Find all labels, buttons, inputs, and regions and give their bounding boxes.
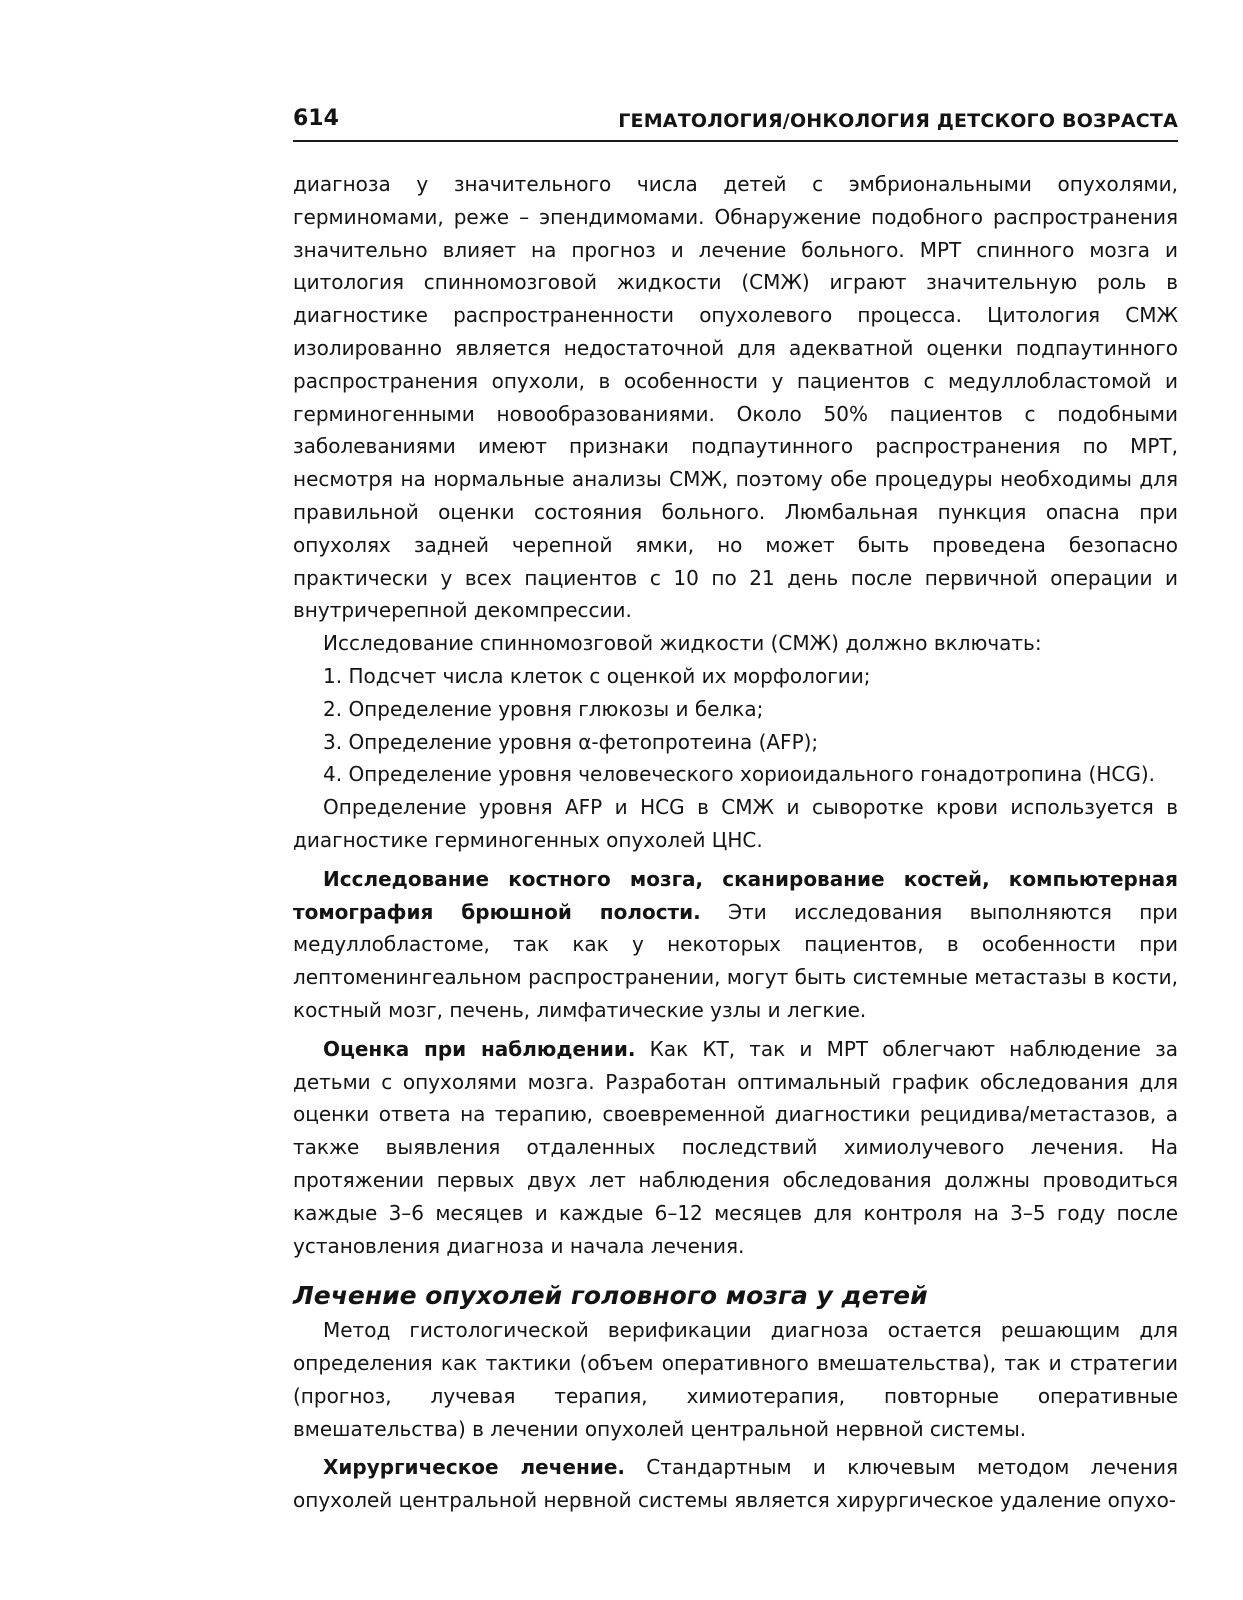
section-title: Лечение опухолей головного мозга у детей [293, 1281, 928, 1311]
csf-exam-list [293, 660, 1178, 791]
paragraph-csf-spread: диагноза у значительного числа детей с эмбриональными опухолями, герминомами, реже – эпендимомами. Обнаружение подобного распространения значительно влияет на прогноз и лечение больного. МРТ спинного мозга и цитология спинномозговой жидкости (СМЖ) играют значительную роль в диагностике распространенности опухолевого процесса. Цитология СМЖ изолированно является недостаточной для адекватной оценки подпаутинного распространения опухоли, в особенности у пациентов с медуллобластомой и герминогенными новообразованиями. Около 50% пациентов с подобными заболеваниями имеют признаки подпаутинного распространения по МРТ, несмотря на нормальные анализы СМЖ, поэтому обе процедуры необходимы для правильной оценки состояния больного. Люмбальная пункция опасна при опухолях задней черепной ямки, но может быть проведена безопасно практически у всех пациентов с 10 по 21 день после первичной операции и внутричерепной декомпрессии. [293, 172, 1178, 623]
page-body [293, 168, 1178, 1517]
subhead-surgery: Хирургическое лечение. [323, 1455, 625, 1480]
paragraph-surgery [293, 1451, 1178, 1517]
list-item: 4. Определение уровня человеческого хориоидального гонадотропина (HCG). [323, 762, 1156, 787]
subhead-follow-up: Оценка при наблюдении. [323, 1036, 636, 1061]
paragraph-bone-marrow [293, 863, 1178, 1027]
paragraph-follow-up [293, 1033, 1178, 1263]
paragraph-histology: Метод гистологической верификации диагноза остается решающим для определения как тактики (объем оперативного вмешательства), так и стратегии (прогноз, лучевая терапия, химиотерапия, повторные оперативные вмешательства) в лечении опухолей центральной нервной системы. [293, 1318, 1178, 1441]
text-follow-up: Как КТ, так и МРТ облегчают наблюдение за детьми с опухолями мозга. Разработан оптимальный график обследования для оценки ответа на терапию, своевременной диагностики рецидива/метастазов, а также выявления отдаленных последствий химиолучевого лечения. На протяжении первых двух лет наблюдения обследования должны проводиться каждые 3–6 месяцев и каждые 6–12 месяцев для контроля на 3–5 году после установления диагноза и начала лечения. [293, 1036, 1178, 1258]
running-title: ГЕМАТОЛОГИЯ/ОНКОЛОГИЯ ДЕТСКОГО ВОЗРАСТА [618, 110, 1178, 132]
book-page [293, 104, 1178, 1517]
paragraph-csf-exam-intro: Исследование спинномозговой жидкости (СМЖ) должно включать: [323, 631, 1042, 656]
text-bone-marrow: Эти исследования выполняются при медуллобластоме, так как у некоторых пациентов, в особенности при лептоменингеальном распространении, могут быть системные метастазы в кости, костный мозг, печень, лимфатические узлы и легкие. [293, 899, 1178, 1022]
list-item: 2. Определение уровня глюкозы и белка; [323, 696, 764, 721]
text-surgery: Стандартным и ключевым методом лечения опухолей центральной нервной системы является хирургическое удаление опухо- [293, 1455, 1178, 1513]
page-number: 614 [293, 106, 339, 131]
list-item: 3. Определение уровня α-фетопротеина (AFP); [323, 729, 819, 754]
subhead-bone-marrow: Исследование костного мозга, сканирование костей, компьютерная томография брюшной полости. [293, 866, 1178, 924]
list-item: 1. Подсчет числа клеток с оценкой их морфологии; [323, 663, 871, 688]
paragraph-afp-hcg: Определение уровня AFP и HCG в СМЖ и сыворотке крови используется в диагностике герминогенных опухолей ЦНС. [293, 795, 1178, 852]
page-header [293, 104, 1178, 142]
